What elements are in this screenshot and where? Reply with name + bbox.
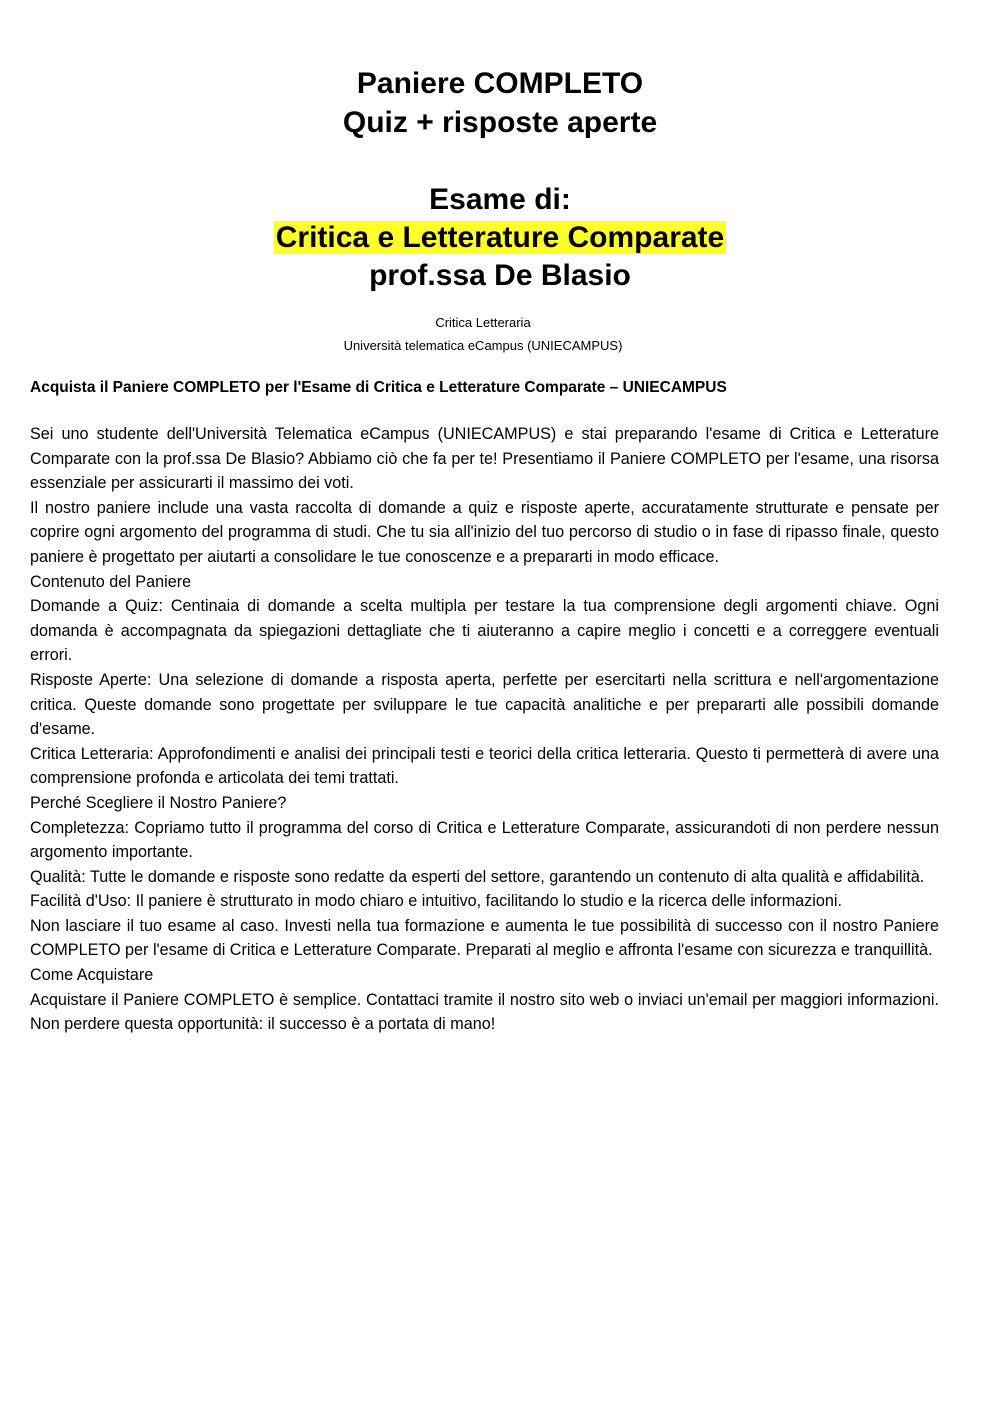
section-heading-contents: Contenuto del Paniere	[30, 572, 192, 591]
paragraph-literary-criticism: Critica Letteraria: Approfondimenti e analisi dei principali testi e teorici della critica letteraria. Questo ti permetterà di avere una comprensione profonda e articolata dei temi trattati.	[30, 744, 939, 788]
paragraph-quality: Qualità: Tutte le domande e risposte sono redatte da esperti del settore, garantendo un contenuto di alta qualità e affidabilità.	[30, 867, 925, 886]
paragraph-open-answers: Risposte Aperte: Una selezione di domande a risposta aperta, perfette per esercitarti nella scrittura e nell'argomentazione critica. Queste domande sono progettate per sviluppare le tue capacità analitiche e per prepararti alle possibili domande d'esame.	[30, 670, 939, 739]
body-text	[30, 422, 939, 1037]
paragraph-intro: Sei uno studente dell'Università Telematica eCampus (UNIECAMPUS) e stai preparando l'esame di Critica e Letterature Comparate con la prof.ssa De Blasio? Abbiamo ciò che fa per te! Presentiamo il Paniere COMPLETO per l'esame, una risorsa essenziale per assicurarti il massimo dei voti.	[30, 425, 939, 493]
section-heading-how-to-buy: Come Acquistare	[30, 966, 154, 985]
course-title-highlight: Critica e Letterature Comparate	[275, 221, 725, 254]
professor-name: prof.ssa De Blasio	[369, 259, 631, 292]
paragraph-how-to-buy: Acquistare il Paniere COMPLETO è semplice. Contattaci tramite il nostro sito web o inviaci un'email per maggiori informazioni. Non perdere questa opportunità: il successo è a portata di mano!	[30, 990, 939, 1034]
promo-heading: Acquista il Paniere COMPLETO per l'Esame di Critica e Letterature Comparate – UNIECAMPUS	[30, 379, 727, 396]
paragraph-description: Il nostro paniere include una vasta raccolta di domande a quiz e risposte aperte, accuratamente strutturate e pensate per coprire ogni argomento del programma di studi. Che tu sia all'inizio del tuo percorso di studio o in fase di ripasso finale, questo paniere è progettato per aiutarti a consolidare le tue conoscenze e a prepararti in modo efficace.	[30, 498, 939, 566]
subject-category: Critica Letteraria	[435, 315, 531, 330]
title-line-esame: Esame di:	[429, 183, 571, 216]
paragraph-quiz: Domande a Quiz: Centinaia di domande a scelta multipla per testare la tua comprensione degli argomenti chiave. Ogni domanda è accompagnata da spiegazioni dettagliate che ti aiuteranno a capire meglio i concetti e a correggere eventuali errori.	[30, 597, 939, 665]
paragraph-call-to-action: Non lasciare il tuo esame al caso. Investi nella tua formazione e aumenta le tue possibilità di successo con il nostro Paniere COMPLETO per l'esame di Critica e Letterature Comparate. Preparati al meglio e affronta l'esame con sicurezza e tranquillità.	[30, 916, 939, 960]
university-name: Università telematica eCampus (UNIECAMPUS)	[343, 338, 623, 353]
paragraph-ease-of-use: Facilità d'Uso: Il paniere è strutturato in modo chiaro e intuitivo, facilitando lo studio e la ricerca delle informazioni.	[30, 892, 842, 911]
title-line-paniere: Paniere COMPLETO	[356, 67, 644, 100]
course-title	[0, 219, 1000, 257]
paragraph-completeness: Completezza: Copriamo tutto il programma del corso di Critica e Letterature Comparate, assicurandoti di non perdere nessun argomento importante.	[30, 818, 939, 862]
section-heading-why: Perché Scegliere il Nostro Paniere?	[30, 793, 287, 812]
title-line-quiz: Quiz + risposte aperte	[342, 106, 658, 139]
